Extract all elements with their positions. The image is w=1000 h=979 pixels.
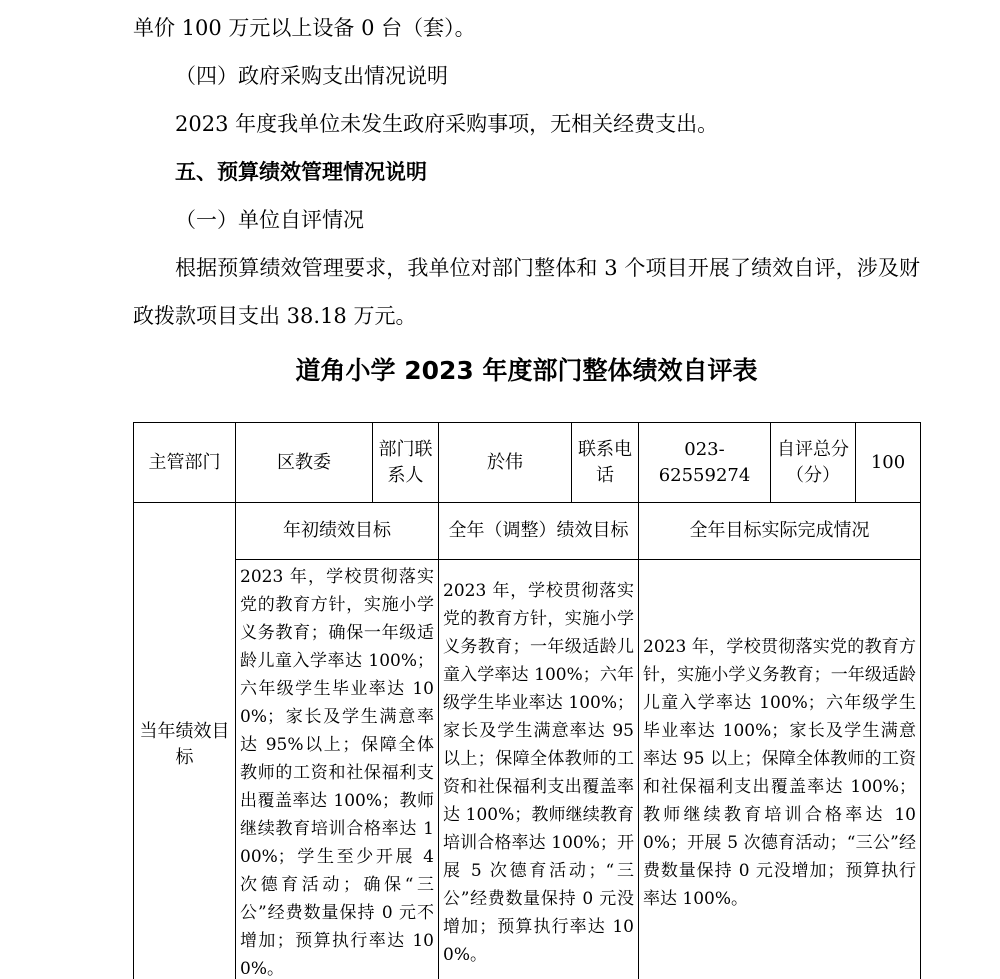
supervisor-label-cell: 主管部门 (134, 423, 236, 503)
paragraph-self-evaluation-heading: （一）单位自评情况 (175, 208, 364, 232)
heading-budget-performance: 五、预算绩效管理情况说明 (175, 160, 427, 184)
table-row (134, 503, 921, 560)
phone-label-cell: 联系电话 (572, 423, 639, 503)
adjusted-goal-cell: 2023 年，学校贯彻落实党的教育方针，实施小学义务教育；一年级适龄儿童入学率达 100%；六年级学生毕业率达 100%；家长及学生满意率达 95 以上；保障全体教师的工资和社保福利支出覆盖率达 100%；教师继续教育培训合格率达 100%；开展 5 次德育活动；“三公”经费数量保持 0 元没增加；预算执行率达 100%。 (439, 560, 639, 979)
content-area (133, 0, 920, 979)
annual-goal-row-header-cell: 当年绩效目标 (134, 503, 236, 979)
supervisor-value-cell: 区教委 (236, 423, 373, 503)
initial-goal-cell: 2023 年，学校贯彻落实党的教育方针，实施小学义务教育；确保一年级适龄儿童入学率达 100%；六年级学生毕业率达 100%；家长及学生满意率达 95%以上；保障全体教师的工资和社保福利支出覆盖率达 100%；教师继续教育培训合格率达 100%；学生至少开展 4 次德育活动；确保“三公”经费数量保持 0 元不增加；预算执行率达 100%。 (236, 560, 439, 979)
score-value-cell: 100 (856, 423, 921, 503)
score-label-cell: 自评总分（分） (771, 423, 856, 503)
table-row (134, 423, 921, 503)
paragraph-self-evaluation-detail: 根据预算绩效管理要求，我单位对部门整体和 3 个项目开展了绩效自评，涉及财政拨款项目支出 38.18 万元。 (133, 256, 920, 328)
paragraph-unit-price: 单价 100 万元以上设备 0 台（套）。 (133, 16, 476, 40)
performance-table (133, 422, 921, 979)
paragraph-gov-procurement-heading: （四）政府采购支出情况说明 (175, 64, 448, 88)
table-title: 道角小学 2023 年度部门整体绩效自评表 (295, 356, 758, 385)
paragraph-gov-procurement-note: 2023 年度我单位未发生政府采购事项，无相关经费支出。 (175, 112, 719, 136)
actual-completion-cell: 2023 年，学校贯彻落实党的教育方针，实施小学义务教育；一年级适龄儿童入学率达 100%；六年级学生毕业率达 100%；家长及学生满意率达 95 以上；保障全体教师的工资和社保福利支出覆盖率达 100%；教师继续教育培训合格率达 100%；开展 5 次德育活动；“三公”经费数量保持 0 元没增加；预算执行率达 100%。 (639, 560, 921, 979)
phone-value-cell: 023-62559274 (639, 423, 771, 503)
contact-person-label-cell: 部门联系人 (373, 423, 439, 503)
initial-goal-header-cell: 年初绩效目标 (236, 503, 439, 560)
adjusted-goal-header-cell: 全年（调整）绩效目标 (439, 503, 639, 560)
actual-completion-header-cell: 全年目标实际完成情况 (639, 503, 921, 560)
contact-person-value-cell: 於伟 (439, 423, 572, 503)
table-row (134, 560, 921, 979)
